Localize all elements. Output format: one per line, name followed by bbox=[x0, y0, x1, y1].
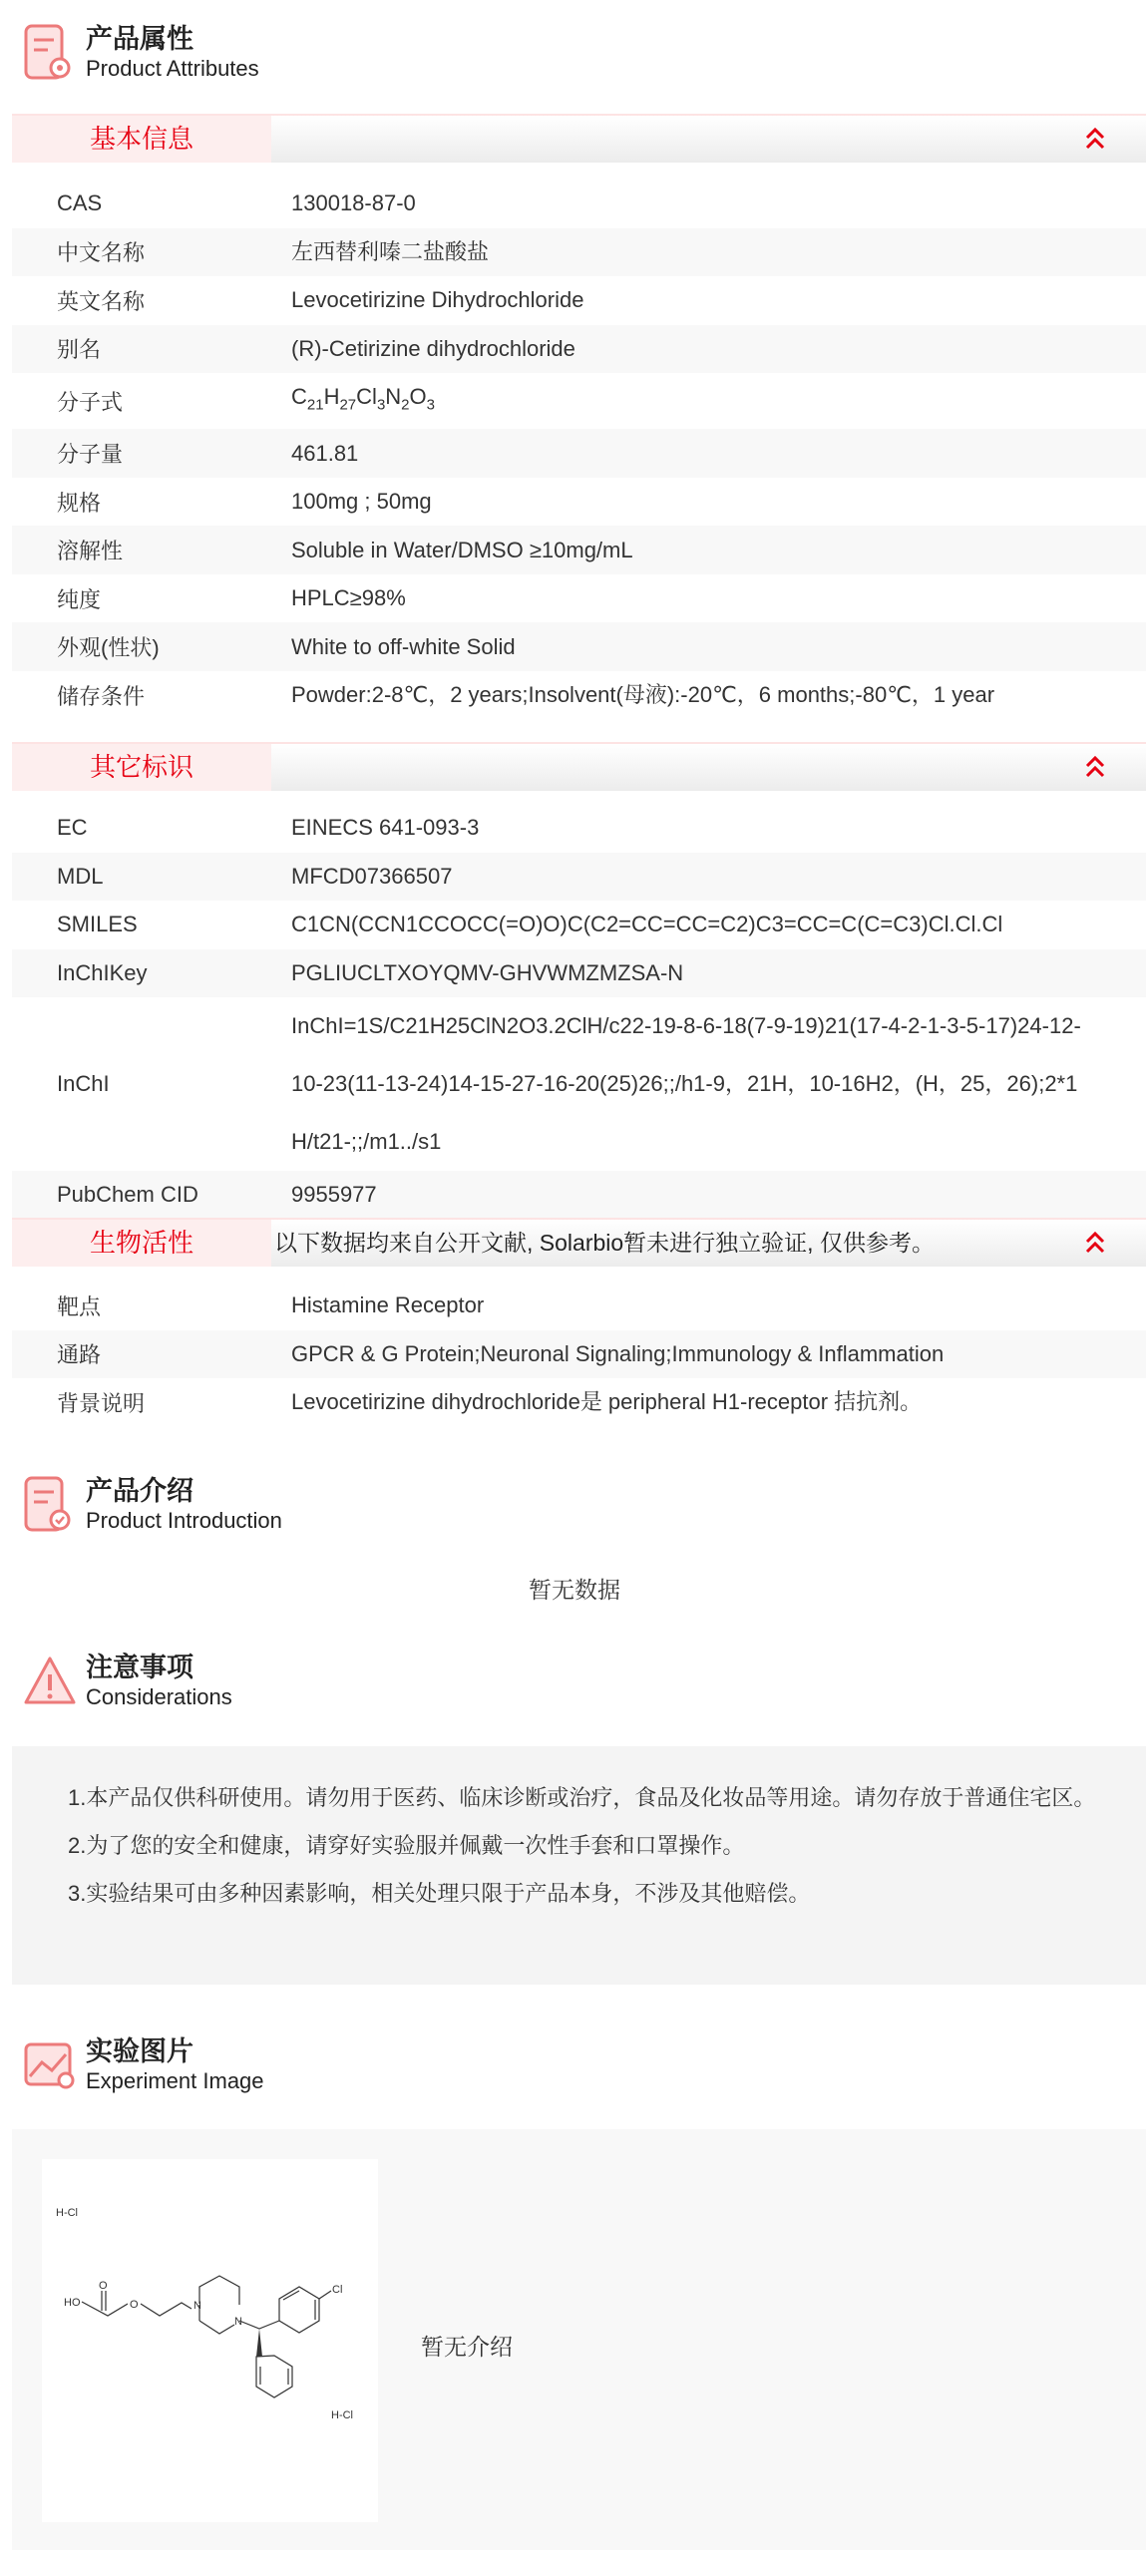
table-row bbox=[12, 478, 1146, 527]
tab-bio-activity[interactable]: 生物活性 bbox=[12, 1220, 271, 1267]
n-label: N bbox=[193, 2300, 201, 2312]
disclaimer-note: 以下数据均来自公开文献, Solarbio暂未进行独立验证, 仅供参考。 bbox=[274, 1230, 935, 1256]
row-label: 储存条件 bbox=[57, 683, 146, 709]
row-value: MFCD07366507 bbox=[291, 863, 453, 889]
molecule-structure bbox=[42, 2159, 378, 2522]
chevron-up-icon[interactable] bbox=[1084, 752, 1106, 782]
other-ids-table bbox=[12, 804, 1146, 1220]
bio-activity-bar[interactable] bbox=[12, 1218, 1146, 1267]
basic-info-table bbox=[12, 180, 1146, 719]
table-row bbox=[12, 1282, 1146, 1330]
section-subtitle: Experiment Image bbox=[86, 2068, 264, 2093]
row-value: C1CN(CCN1CCOCC(=O)O)C(C2=CC=CC=C2)C3=CC=C(C=C3)Cl.Cl.Cl bbox=[291, 912, 1003, 937]
row-value: 100mg ; 50mg bbox=[291, 489, 432, 515]
chevron-up-icon[interactable] bbox=[1084, 1228, 1106, 1258]
section-title: 产品属性 bbox=[86, 24, 193, 54]
row-label: 纯度 bbox=[57, 586, 102, 612]
table-row bbox=[12, 276, 1146, 325]
image-chart-icon bbox=[22, 2034, 78, 2096]
table-row bbox=[12, 671, 1146, 720]
product-intro-header bbox=[22, 1474, 282, 1536]
row-label: 分子式 bbox=[57, 389, 124, 415]
tab-other-ids[interactable]: 其它标识 bbox=[12, 744, 271, 791]
row-value: Levocetirizine Dihydrochloride bbox=[291, 287, 584, 313]
bio-activity-table bbox=[12, 1282, 1146, 1427]
document-gear-icon bbox=[22, 22, 78, 84]
table-row bbox=[12, 325, 1146, 374]
row-value: 9955977 bbox=[291, 1182, 377, 1208]
table-row bbox=[12, 429, 1146, 478]
row-label: 分子量 bbox=[57, 442, 124, 468]
table-row bbox=[12, 901, 1146, 949]
notice-item: 1.本产品仅供科研使用。请勿用于医药、临床诊断或治疗，食品及化妆品等用途。请勿存放于普通住宅区。 bbox=[68, 1785, 1096, 1810]
o-label: O bbox=[99, 2280, 108, 2292]
table-row bbox=[12, 622, 1146, 671]
row-value: $C_{21}H_{27}Cl_3N_2O_3$ bbox=[291, 384, 435, 414]
tab-basic-info[interactable]: 基本信息 bbox=[12, 116, 271, 163]
image-empty-text: 暂无介绍 bbox=[421, 2334, 513, 2360]
row-value: Levocetirizine dihydrochloride是 peripheral H1-receptor 拮抗剂。 bbox=[291, 1389, 923, 1415]
row-label: PubChem CID bbox=[57, 1182, 198, 1208]
section-subtitle: Product Introduction bbox=[86, 1508, 282, 1533]
row-value: (R)-Cetirizine dihydrochloride bbox=[291, 335, 575, 361]
row-label: InChI bbox=[57, 1071, 110, 1096]
row-value: GPCR & G Protein;Neuronal Signaling;Immunology & Inflammation bbox=[291, 1340, 945, 1366]
row-label: MDL bbox=[57, 863, 104, 889]
row-label: InChIKey bbox=[57, 959, 148, 985]
section-title: 产品介绍 bbox=[86, 1476, 193, 1506]
table-row bbox=[12, 1330, 1146, 1379]
row-label: 背景说明 bbox=[57, 1390, 146, 1416]
experiment-image-header bbox=[22, 2034, 264, 2096]
table-row bbox=[12, 997, 1146, 1171]
table-row bbox=[12, 373, 1146, 429]
row-value: Histamine Receptor bbox=[291, 1292, 485, 1318]
ho-label: HO bbox=[64, 2297, 81, 2309]
table-row bbox=[12, 1171, 1146, 1220]
basic-info-bar[interactable] bbox=[12, 114, 1146, 163]
row-value: White to off-white Solid bbox=[291, 633, 516, 659]
row-value: Soluble in Water/DMSO ≥10mg/mL bbox=[291, 537, 633, 562]
row-label: 中文名称 bbox=[57, 240, 146, 266]
notice-item: 3.实验结果可由多种因素影响，相关处理只限于产品本身，不涉及其他赔偿。 bbox=[68, 1881, 811, 1906]
hcl-label: H-Cl bbox=[331, 2409, 353, 2421]
row-label: 规格 bbox=[57, 490, 102, 516]
table-row bbox=[12, 228, 1146, 277]
section-subtitle: Product Attributes bbox=[86, 56, 259, 81]
row-label: 英文名称 bbox=[57, 288, 146, 314]
section-title: 注意事项 bbox=[86, 1653, 193, 1682]
product-attributes-header bbox=[22, 22, 259, 84]
o-label: O bbox=[130, 2299, 139, 2311]
intro-empty-text: 暂无数据 bbox=[529, 1577, 620, 1603]
row-value: 130018-87-0 bbox=[291, 190, 416, 216]
row-value: EINECS 641-093-3 bbox=[291, 815, 480, 841]
experiment-image-box bbox=[12, 2129, 1146, 2550]
row-label: EC bbox=[57, 815, 88, 841]
row-label: 靶点 bbox=[57, 1293, 102, 1319]
table-row bbox=[12, 574, 1146, 623]
row-value: HPLC≥98% bbox=[291, 585, 406, 611]
hcl-label: H-Cl bbox=[56, 2207, 78, 2219]
considerations-box bbox=[12, 1746, 1146, 1985]
n-label: N bbox=[234, 2316, 242, 2328]
section-subtitle: Considerations bbox=[86, 1684, 232, 1709]
row-value: Powder:2-8℃，2 years;Insolvent(母液):-20℃，6 months;-80℃，1 year bbox=[291, 682, 995, 708]
row-label: 通路 bbox=[57, 1342, 102, 1368]
section-title: 实验图片 bbox=[86, 2036, 193, 2066]
warning-icon bbox=[22, 1651, 78, 1712]
chevron-up-icon[interactable] bbox=[1084, 124, 1106, 154]
row-value: InChI=1S/C21H25ClN2O3.2ClH/c22-19-8-6-18(7-9-19)21(17-4-2-1-3-5-17)24-12-10-23(11-13-24)14-15-27-16-20(25)26;;/h1-9，21H，10-16H2，(H，25，26);2*1H/t21-;;/m1../s1 bbox=[291, 1013, 1081, 1154]
structure-image bbox=[42, 2159, 378, 2522]
row-value: 左西替利嗪二盐酸盐 bbox=[291, 238, 490, 264]
other-ids-bar[interactable] bbox=[12, 742, 1146, 791]
row-label: SMILES bbox=[57, 912, 138, 937]
considerations-header bbox=[22, 1651, 232, 1712]
row-value: 461.81 bbox=[291, 440, 359, 466]
table-row bbox=[12, 949, 1146, 998]
table-row bbox=[12, 1378, 1146, 1427]
cl-label: Cl bbox=[332, 2284, 343, 2296]
notice-item: 2.为了您的安全和健康，请穿好实验服并佩戴一次性手套和口罩操作。 bbox=[68, 1833, 745, 1858]
table-row bbox=[12, 526, 1146, 574]
row-label: 外观(性状) bbox=[57, 635, 160, 661]
table-row bbox=[12, 853, 1146, 902]
table-row bbox=[12, 180, 1146, 228]
row-label: CAS bbox=[57, 190, 103, 216]
row-label: 别名 bbox=[57, 337, 102, 363]
row-value: PGLIUCLTXOYQMV-GHVWMZMZSA-N bbox=[291, 959, 684, 985]
document-check-icon bbox=[22, 1474, 78, 1536]
table-row bbox=[12, 804, 1146, 853]
row-label: 溶解性 bbox=[57, 539, 124, 564]
